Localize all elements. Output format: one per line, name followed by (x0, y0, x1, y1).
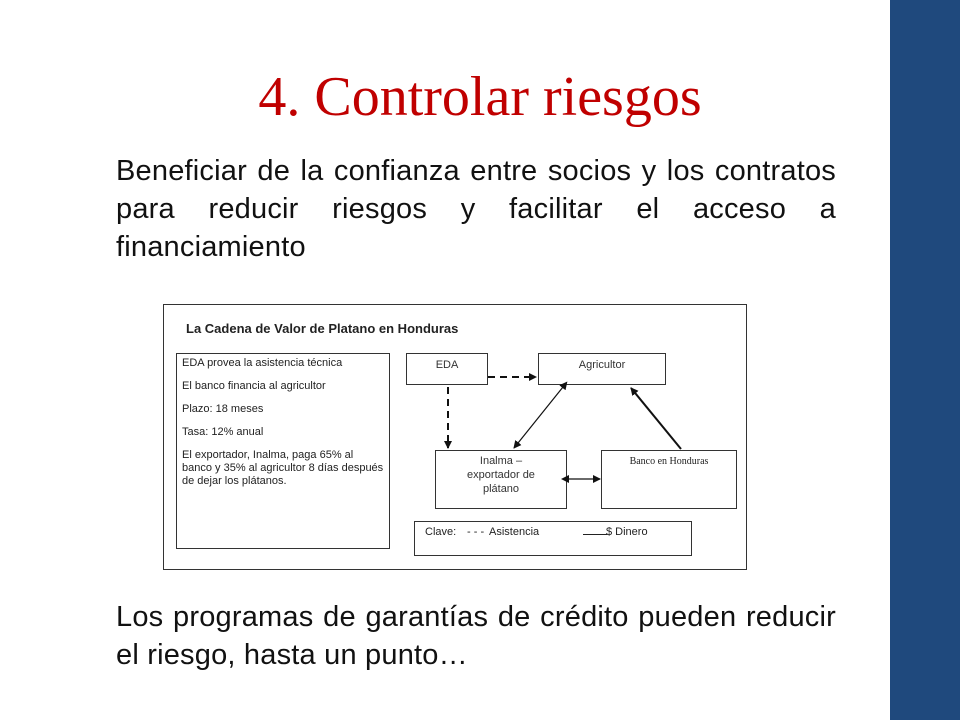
diagram-title: La Cadena de Valor de Platano en Honduras (186, 321, 459, 336)
legend-label: Clave: (425, 526, 457, 538)
node-inalma: Inalma – exportador de plátano (435, 450, 567, 509)
legend-solid-line (583, 534, 607, 535)
arrow-banco-agricultor (631, 388, 681, 449)
arrow-agricultor-inalma (514, 387, 563, 448)
legend-dinero: $ Dinero (606, 526, 648, 538)
note-eda: EDA provea la asistencia técnica (182, 357, 343, 369)
slide-title: 4. Controlar riesgos (258, 66, 702, 128)
node-banco: Banco en Honduras (601, 450, 737, 509)
note-rate: Tasa: 12% anual (182, 426, 264, 438)
note-exporter: El exportador, Inalma, paga 65% al banco y 35% al agricultor 8 días después de dejar los plátanos. (182, 449, 384, 487)
notes-box (176, 353, 390, 549)
node-eda: EDA (406, 353, 488, 385)
outro-text: Los programas de garantías de crédito pueden reducir el riesgo, hasta un punto… (116, 601, 836, 671)
intro-text: Beneficiar de la confianza entre socios y los contratos para reducir riesgos y facilitar el acceso a financiamiento (116, 155, 836, 263)
value-chain-diagram (163, 304, 747, 570)
legend-asistencia: Asistencia (489, 526, 540, 538)
node-agricultor: Agricultor (538, 353, 666, 385)
legend-box (414, 521, 692, 556)
legend-dashes: - - - (467, 526, 485, 538)
note-bank: El banco financia al agricultor (182, 380, 326, 392)
note-term: Plazo: 18 meses (182, 403, 264, 415)
